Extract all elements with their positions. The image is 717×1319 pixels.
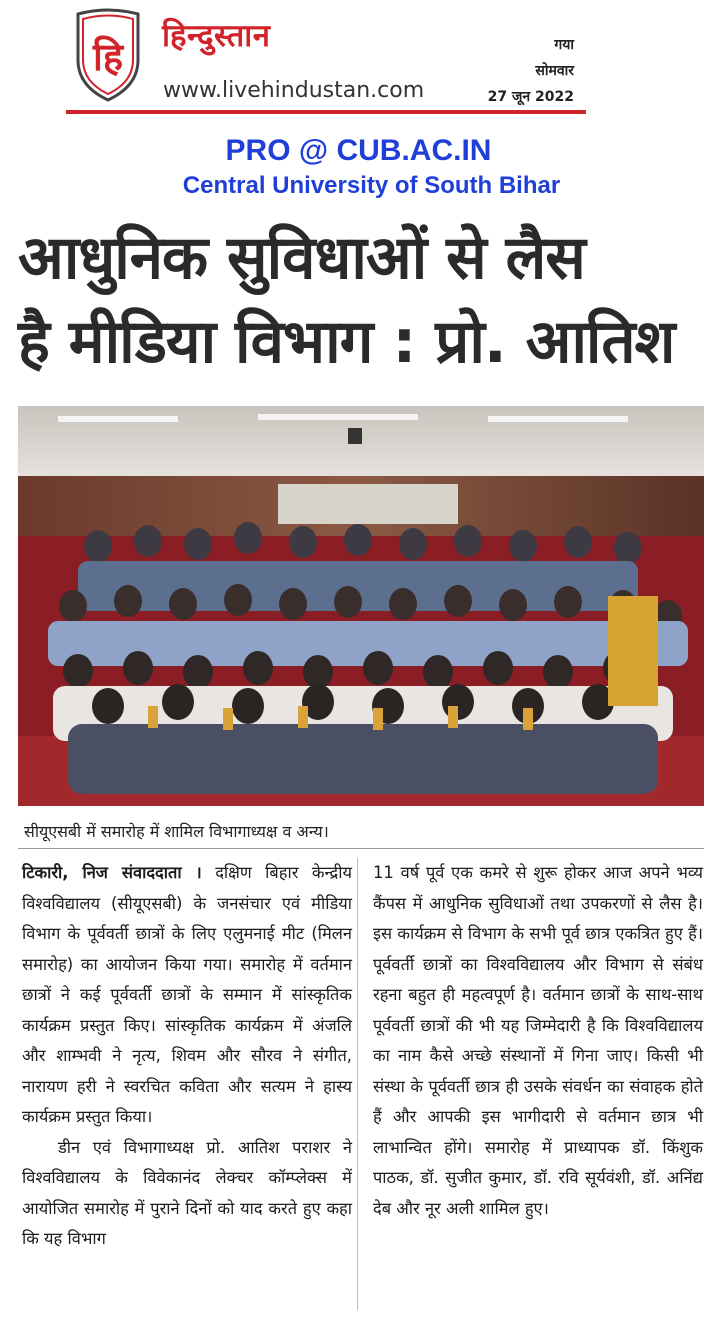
hindustan-logo-icon [72, 8, 144, 102]
masthead [70, 8, 586, 114]
article-column-1 [22, 858, 352, 1255]
article-paragraph-3: 11 वर्ष पूर्व एक कमरे से शुरू होकर आज अपने भव्य कैंपस में आधुनिक सुविधाओं तथा उपकरणों से लैस है। इस कार्यक्रम से विभाग के सभी पूर्व छात्र एकत्रित हुए हैं। पूर्ववर्ती छात्रों का विश्वविद्यालय और विभाग से संबंध रहना बहुत ही महत्वपूर्ण है। वर्तमान छात्रों के साथ-साथ पूर्ववर्ती छात्रों की भी यह जिम्मेदारी है कि विश्वविद्यालय का नाम कैसे अच्छे संस्थानों में गिना जाए। किसी भी संस्था के पूर्ववर्ती छात्र ही उसके संवर्धन का संवाहक होते हैं और आपकी इस भागीदारी से वर्तमान छात्र भी लाभान्वित होंगे। समारोह में प्राध्यापक डॉ. किंशुक पाठक, डॉ. सुजीत कुमार, डॉ. रवि सूर्यवंशी, डॉ. अनिंद्य देब और नूर अली शामिल हुए। [373, 863, 703, 1218]
masthead-divider [66, 110, 586, 114]
article-column-2 [373, 858, 703, 1224]
paper-name: हिन्दुस्तान [162, 18, 271, 54]
caption-divider [18, 848, 704, 849]
article-paragraph-2: डीन एवं विभागाध्यक्ष प्रो. आतिश पराशर ने विश्वविद्यालय के विवेकानंद लेक्चर कॉम्प्लेक्स में आयोजित समारोह में पुराने दिनों को याद करते हुए कहा कि यह विभाग [22, 1137, 352, 1248]
headline-line-1: आधुनिक सुविधाओं से लैस [18, 223, 585, 293]
edition-city: गया [554, 37, 574, 53]
article-dateline: टिकारी, निज संवाददाता । [22, 863, 202, 882]
edition-date: 27 जून 2022 [487, 89, 574, 105]
credit-email: PRO @ CUB.AC.IN [225, 134, 492, 167]
credit-institution: Central University of South Bihar [182, 172, 561, 199]
logo-letter: हि [92, 35, 124, 79]
article-paragraph-1: दक्षिण बिहार केन्द्रीय विश्वविद्यालय (सीयूएसबी) के जनसंचार एवं मीडिया विभाग के पूर्ववर्ती छात्रों के लिए एलुमनाई मीट (मिलन समारोह) का आयोजन किया गया। समारोह में वर्तमान छात्रों ने कई पूर्ववर्ती छात्रों के सम्मान में सांस्कृतिक कार्यक्रम प्रस्तुत किए। सांस्कृतिक कार्यक्रम में अंजलि और शाम्भवी ने नृत्य, शिवम और सौरव ने संगीत, नारायण हरी ने स्वरचित कविता और सत्यम ने हास्य कार्यक्रम प्रस्तुत किया। [22, 863, 352, 1126]
paper-url: www.livehindustan.com [163, 78, 425, 103]
edition-info [488, 32, 574, 110]
column-divider [357, 858, 358, 1310]
article-headline [18, 216, 708, 384]
photo-caption: सीयूएसबी में समारोह में शामिल विभागाध्यक्ष व अन्य। [24, 822, 329, 841]
headline-line-2: है मीडिया विभाग : प्रो. आतिश [18, 307, 675, 377]
edition-day: सोमवार [535, 63, 574, 79]
group-photo [18, 406, 704, 806]
